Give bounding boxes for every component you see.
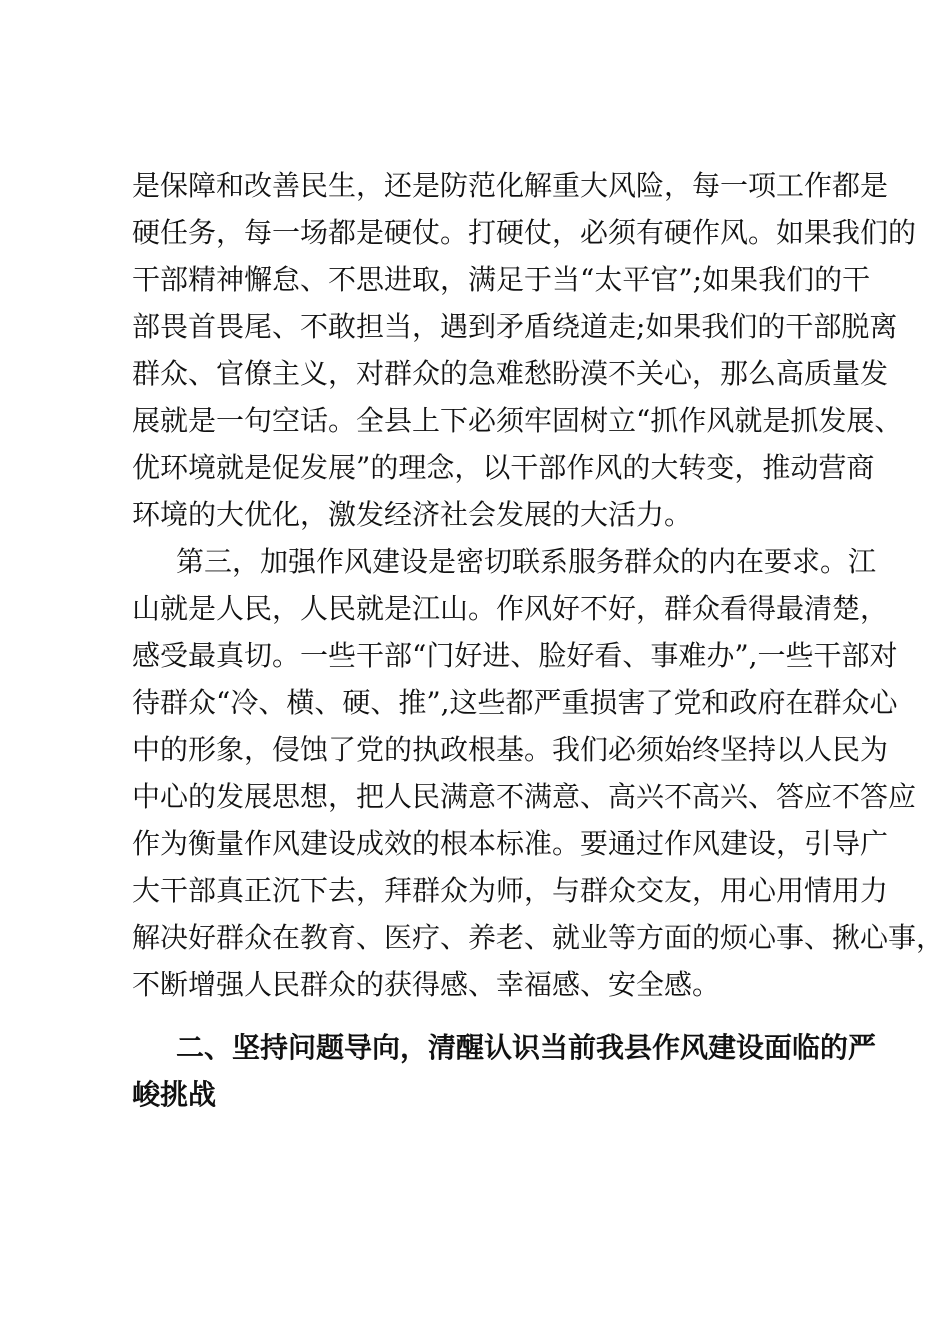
text-line: 群众、官僚主义，对群众的急难愁盼漠不关心，那么高质量发 (132, 357, 889, 390)
text-line: 感受最真切。一些干部“门好进、脸好看、事难办”,一些干部对 (132, 639, 898, 672)
heading-line: 峻挑战 (132, 1078, 217, 1111)
section-heading (132, 1024, 877, 1118)
text-line: 干部精神懈怠、不思进取，满足于当“太平官”;如果我们的干 (132, 263, 871, 296)
text-line: 硬任务，每一场都是硬仗。打硬仗，必须有硬作风。如果我们的 (132, 216, 917, 249)
text-line: 优环境就是促发展”的理念，以干部作风的大转变，推动营商 (132, 451, 875, 484)
paragraph-1 (132, 162, 917, 538)
text-line: 山就是人民，人民就是江山。作风好不好，群众看得最清楚， (132, 592, 889, 625)
text-line: 待群众“冷、横、硬、推”,这些都严重损害了党和政府在群众心 (132, 686, 898, 719)
text-line: 不断增强人民群众的获得感、幸福感、安全感。 (132, 968, 721, 1001)
text-line: 中心的发展思想，把人民满意不满意、高兴不高兴、答应不答应 (132, 780, 917, 813)
text-line: 中的形象，侵蚀了党的执政根基。我们必须始终坚持以人民为 (132, 733, 889, 766)
text-line: 第三，加强作风建设是密切联系服务群众的内在要求。江 (176, 545, 877, 578)
paragraph-2 (132, 538, 945, 1008)
text-line: 解决好群众在教育、医疗、养老、就业等方面的烦心事、揪心事， (132, 921, 945, 954)
text-line: 环境的大优化，激发经济社会发展的大活力。 (132, 498, 693, 531)
heading-line: 二、坚持问题导向，清醒认识当前我县作风建设面临的严 (176, 1031, 877, 1064)
text-line: 是保障和改善民生，还是防范化解重大风险，每一项工作都是 (132, 169, 889, 202)
document-page (132, 162, 945, 1118)
text-line: 部畏首畏尾、不敢担当，遇到矛盾绕道走;如果我们的干部脱离 (132, 310, 898, 343)
text-line: 展就是一句空话。全县上下必须牢固树立“抓作风就是抓发展、 (132, 404, 903, 437)
text-line: 大干部真正沉下去，拜群众为师，与群众交友，用心用情用力 (132, 874, 889, 907)
text-line: 作为衡量作风建设成效的根本标准。要通过作风建设，引导广 (132, 827, 889, 860)
